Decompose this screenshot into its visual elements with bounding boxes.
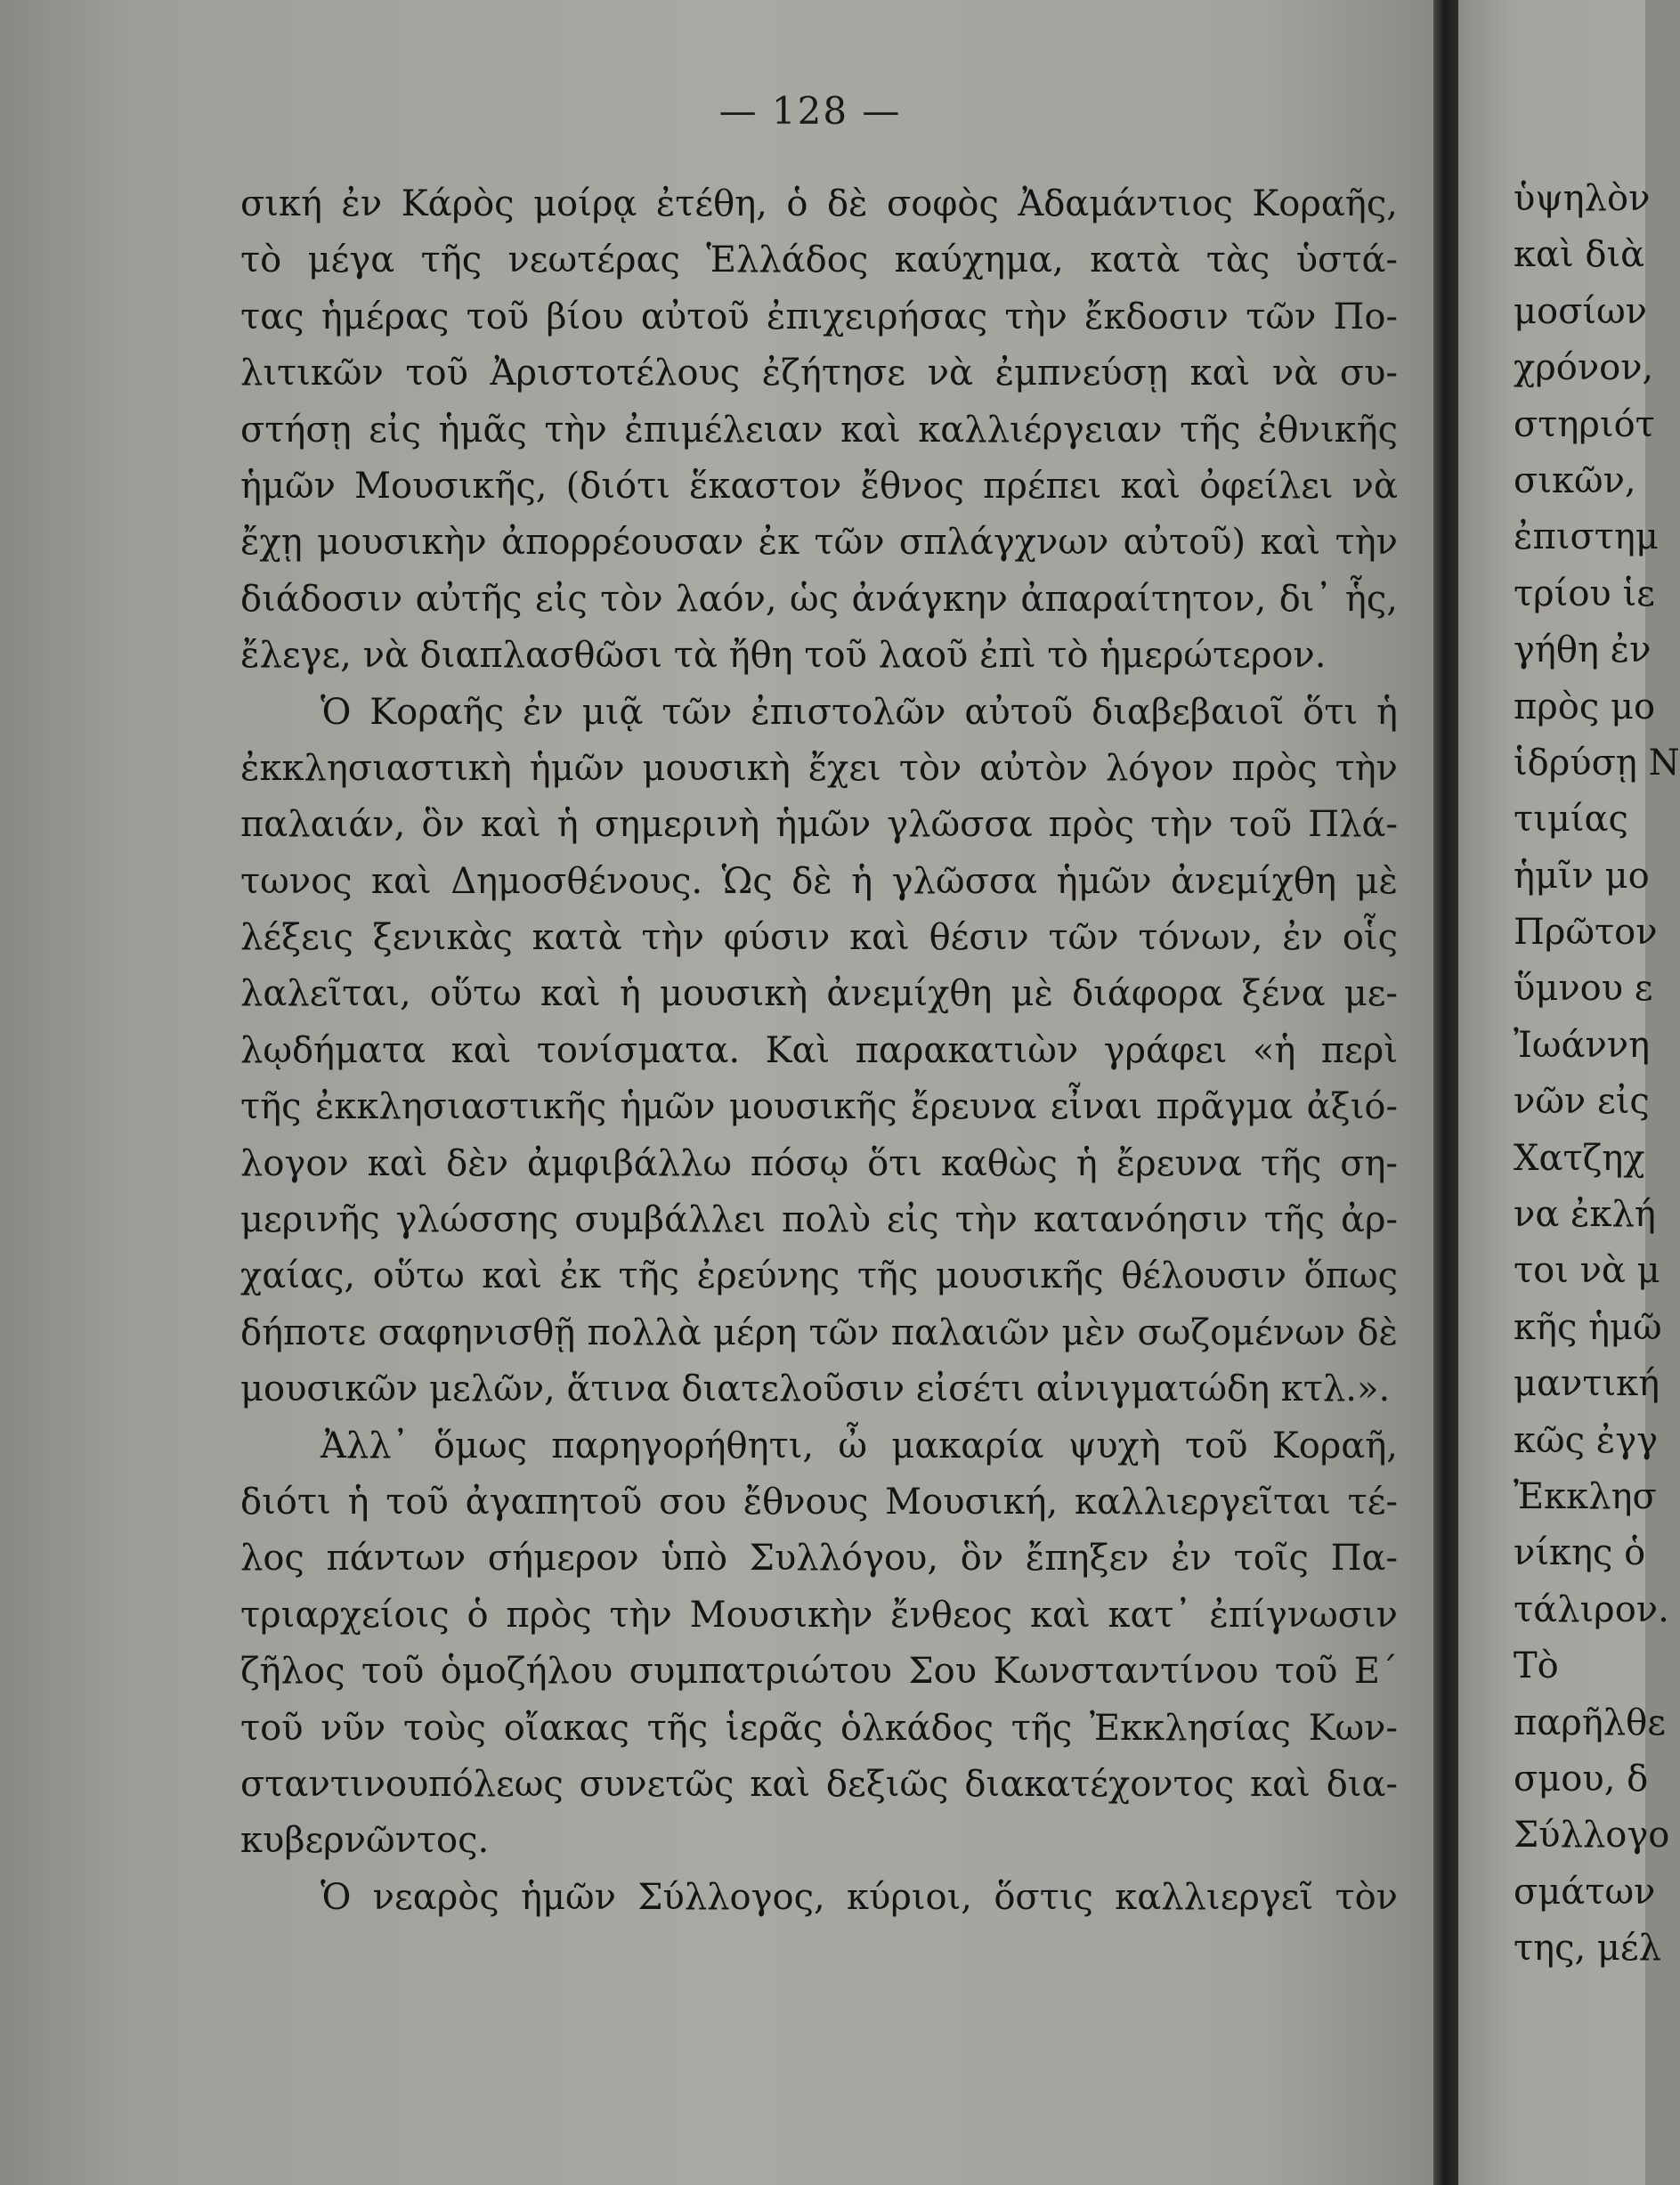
text-line: Πρῶτον [1514,912,1658,954]
text-line: πρὸς μο [1514,686,1656,727]
text-line: γήθη ἐν [1514,630,1652,671]
text-line: χαίας, οὕτω καὶ ἐκ τῆς ἐρεύνης τῆς μουσικῆς θέλουσιν ὅπως [240,1255,1398,1297]
text-line: ὑψηλὸν [1514,178,1651,219]
text-line: παρῆλθε [1514,1702,1666,1743]
text-line: Ἐκκλησ [1514,1475,1657,1517]
text-line: στηριότ [1514,403,1655,445]
text-line: σική ἐν Κάρὸς μοίρᾳ ἐτέθη, ὁ δὲ σοφὸς Ἀδαμάντιος Κοραῆς, [240,183,1398,224]
text-line: χρόνον, [1514,347,1654,389]
text-line: μουσικῶν μελῶν, ἅτινα διατελοῦσιν εἰσέτι αἰνιγματώδη κτλ.». [240,1369,1391,1410]
text-line: τὸ μέγα τῆς νεωτέρας Ἑλλάδος καύχημα, κατὰ τὰς ὑστά- [240,240,1398,281]
text-line: στήσῃ εἰς ἡμᾶς τὴν ἐπιμέλειαν καὶ καλλιέργειαν τῆς ἐθνικῆς [240,409,1398,451]
text-line: Ὁ Κοραῆς ἐν μιᾷ τῶν ἐπιστολῶν αὐτοῦ διαβεβαιοῖ ὅτι ἡ [321,691,1398,733]
text-line: ἱδρύσῃ Ν [1514,742,1680,784]
text-line: ζῆλος τοῦ ὁμοζήλου συμπατριώτου Σου Κωνσταντίνου τοῦ Ε´ [240,1651,1398,1693]
text-line: Σύλλογο [1514,1815,1670,1856]
text-line: μαντική [1514,1363,1660,1405]
book-gutter [1433,0,1458,2185]
text-line: καὶ διὰ [1514,234,1645,276]
text-line: σικῶν, [1514,459,1636,501]
text-line: διάδοσιν αὐτῆς εἰς τὸν λαόν, ὡς ἀνάγκην ἀπαραίτητον, δι᾽ ἧς, [240,578,1398,620]
text-line: λαλεῖται, οὕτω καὶ ἡ μουσικὴ ἀνεμίχθη μὲ διάφορα ξένα με- [240,973,1398,1015]
page-number: — 128 — [718,89,902,133]
right-page-text [1514,171,1680,1978]
text-line: ἐπιστημ [1514,516,1659,558]
text-line: λος πάντων σήμερον ὑπὸ Συλλόγου, ὃν ἔπηξεν ἐν τοῖς Πα- [240,1538,1398,1580]
text-line: της, μέλ [1514,1928,1661,1970]
text-line: ἔχῃ μουσικὴν ἀπορρέουσαν ἐκ τῶν σπλάγχνων αὐτοῦ) καὶ τὴν [240,522,1398,564]
text-line: ἡμῶν Μουσικῆς, (διότι ἕκαστον ἔθνος πρέπει καὶ ὀφείλει νὰ [240,465,1398,507]
text-line: τας ἡμέρας τοῦ βίου αὐτοῦ ἐπιχειρήσας τὴν ἔκδοσιν τῶν Πο- [240,296,1398,337]
text-line: δήποτε σαφηνισθῇ πολλὰ μέρη τῶν παλαιῶν μὲν σωζομένων δὲ [240,1312,1398,1353]
text-line: τάλιρον. [1514,1588,1669,1630]
text-line: παλαιάν, ὃν καὶ ἡ σημερινὴ ἡμῶν γλῶσσα πρὸς τὴν τοῦ Πλά- [240,804,1398,846]
text-line: τῆς ἐκκλησιαστικῆς ἡμῶν μουσικῆς ἔρευνα εἶναι πρᾶγμα ἀξιό- [240,1086,1398,1128]
text-line: σμάτων [1514,1871,1656,1913]
text-line: Ἰωάννη [1514,1024,1651,1066]
text-line: Τὸ [1514,1645,1559,1687]
text-line: τιμίας [1514,799,1628,841]
text-line: ἡμῖν μο [1514,855,1650,897]
text-line: Ἀλλ᾽ ὅμως παρηγορήθητι, ὦ μακαρία ψυχὴ τοῦ Κοραῆ, [321,1425,1398,1466]
text-line: διότι ἡ τοῦ ἀγαπητοῦ σου ἔθνους Μουσική, καλλιεργεῖται τέ- [240,1481,1398,1523]
text-line: λογον καὶ δὲν ἀμφιβάλλω πόσῳ ὅτι καθὼς ἡ ἔρευνα τῆς ση- [240,1142,1398,1184]
text-line: νῶν εἰς [1514,1081,1650,1123]
text-line: κυβερνῶντος. [240,1820,490,1862]
left-page-text [240,176,1398,1926]
text-line: τοι νὰ μ [1514,1250,1660,1292]
text-line: Ὁ νεαρὸς ἡμῶν Σύλλογος, κύριοι, ὅστις καλλιεργεῖ τὸν [321,1876,1398,1918]
text-line: να ἐκλή [1514,1194,1656,1236]
text-line: μοσίων [1514,290,1647,332]
text-line: νίκης ὁ [1514,1532,1646,1574]
text-line: τριαρχείοις ὁ πρὸς τὴν Μουσικὴν ἔνθεος καὶ κατ᾽ ἐπίγνωσιν [240,1594,1398,1636]
text-line: κῆς ἡμῶ [1514,1306,1662,1348]
text-line: λέξεις ξενικὰς κατὰ τὴν φύσιν καὶ θέσιν τῶν τόνων, ἐν οἷς [240,917,1398,959]
text-line: ἔλεγε, νὰ διαπλασθῶσι τὰ ἤθη τοῦ λαοῦ ἐπὶ τὸ ἡμερώτερον. [240,635,1327,677]
text-line: τρίου ἱε [1514,573,1655,614]
text-line: μερινῆς γλώσσης συμβάλλει πολὺ εἰς τὴν κατανόησιν τῆς ἀρ- [240,1199,1398,1241]
text-line: ἐκκλησιαστικὴ ἡμῶν μουσικὴ ἔχει τὸν αὐτὸν λόγον πρὸς τὴν [240,747,1398,789]
text-line: λῳδήματα καὶ τονίσματα. Καὶ παρακατιὼν γράφει «ἡ περὶ [240,1029,1398,1071]
text-line: τωνος καὶ Δημοσθένους. Ὡς δὲ ἡ γλῶσσα ἡμῶν ἀνεμίχθη μὲ [240,860,1398,902]
text-line: σταντινουπόλεως συνετῶς καὶ δεξιῶς διακατέχοντος καὶ δια- [240,1763,1398,1805]
text-line: λιτικῶν τοῦ Ἀριστοτέλους ἐζήτησε νὰ ἐμπνεύσῃ καὶ νὰ συ- [240,353,1398,394]
text-line: Χατζηχ [1514,1137,1645,1179]
text-line: κῶς ἐγγ [1514,1419,1659,1461]
text-line: τοῦ νῦν τοὺς οἴακας τῆς ἱερᾶς ὁλκάδος τῆς Ἐκκλησίας Κων- [240,1707,1398,1749]
text-line: ὕμνου ε [1514,968,1653,1010]
text-line: σμου, δ [1514,1758,1649,1799]
